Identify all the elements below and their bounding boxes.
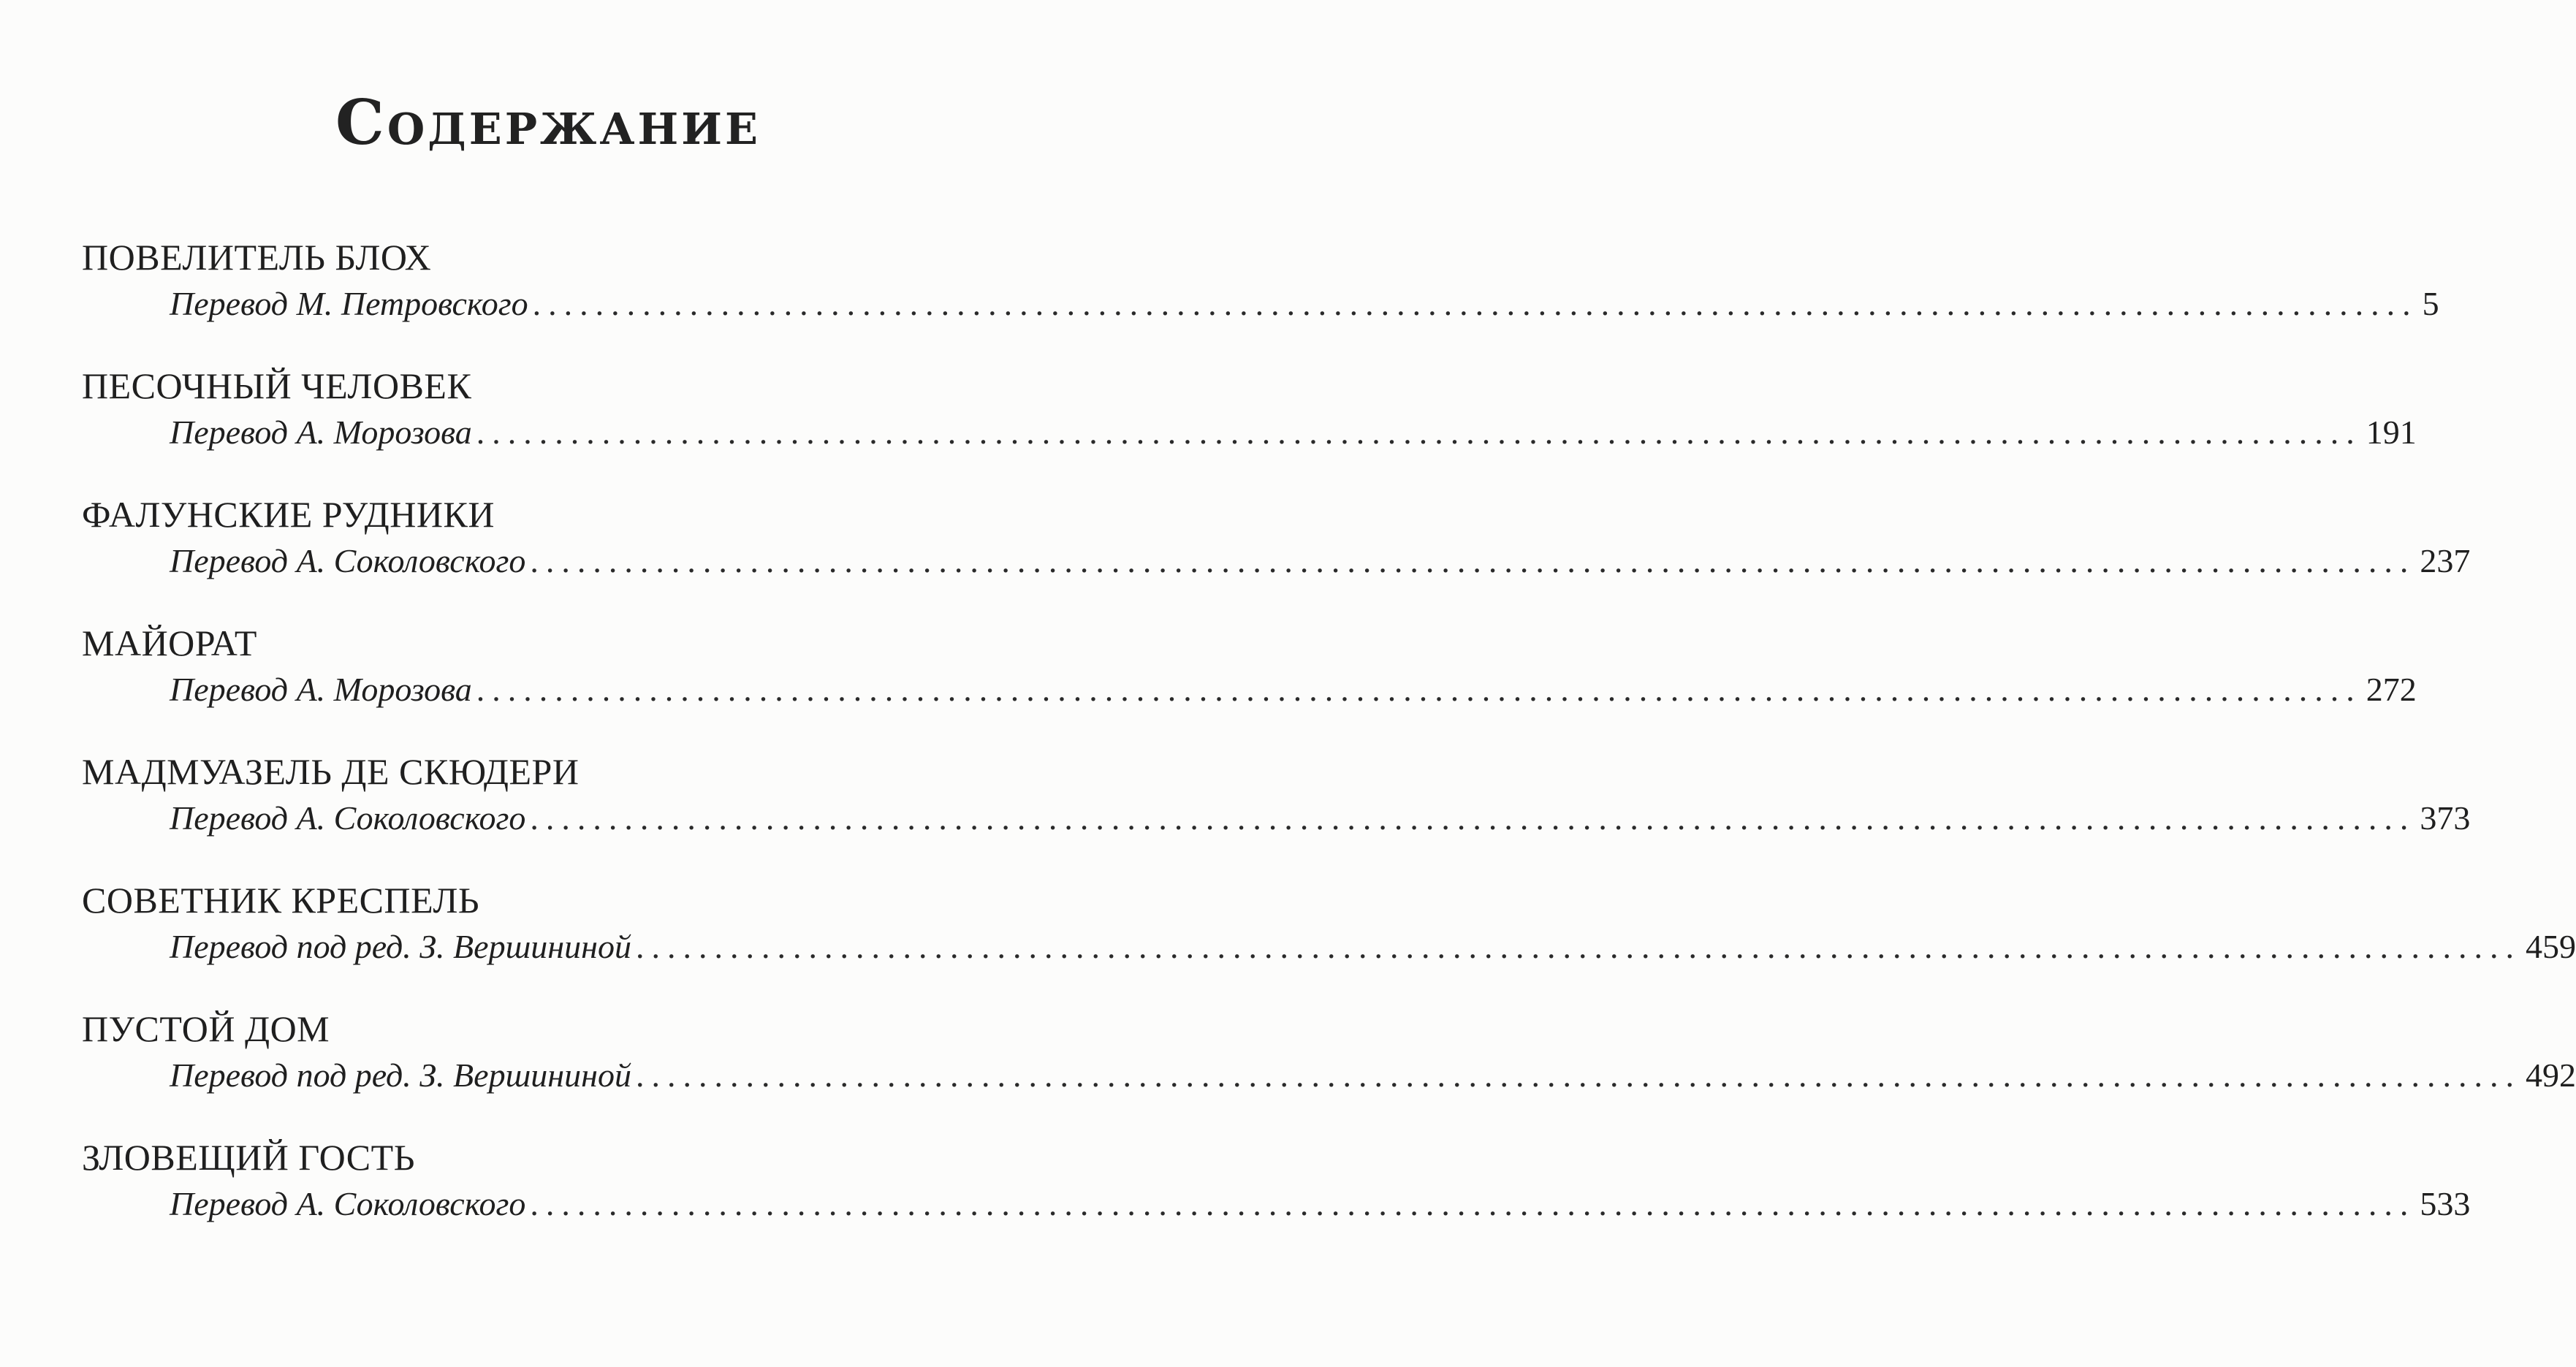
entry-page-number: 373	[2420, 799, 2471, 837]
dot-leader: ........................................................................................................................	[530, 799, 2416, 837]
entry-line	[170, 796, 2471, 840]
entry-page-number: 533	[2420, 1185, 2471, 1222]
toc-entry	[82, 750, 2471, 878]
entry-title: ПЕСОЧНЫЙ ЧЕЛОВЕК	[82, 365, 472, 406]
toc-entry	[82, 878, 2576, 1007]
entry-line	[170, 925, 2576, 969]
entry-line	[170, 282, 2439, 326]
entry-title: СОВЕТНИК КРЕСПЕЛЬ	[82, 880, 480, 921]
dot-leader: ........................................................................................................................	[635, 1056, 2521, 1094]
entry-translator: Перевод М. Петровского	[170, 285, 528, 322]
entry-translator: Перевод А. Морозова	[170, 414, 472, 451]
entry-translator: Перевод А. Соколовского	[170, 542, 526, 579]
entry-page-number: 237	[2420, 542, 2471, 579]
toc-entry	[82, 1135, 2471, 1264]
entry-title: ПОВЕЛИТЕЛЬ БЛОХ	[82, 237, 432, 278]
table-of-contents	[82, 235, 2576, 1264]
entry-translator: Перевод А. Соколовского	[170, 799, 526, 837]
toc-entry	[82, 235, 2439, 364]
entry-page-number: 272	[2366, 671, 2417, 708]
entry-translator: Перевод А. Морозова	[170, 671, 472, 708]
entry-page-number: 5	[2422, 285, 2439, 322]
dot-leader: ........................................................................................................................	[476, 414, 2362, 451]
entry-title: ЗЛОВЕЩИЙ ГОСТЬ	[82, 1137, 415, 1178]
entry-line	[170, 668, 2417, 712]
entry-page-number: 191	[2366, 414, 2417, 451]
entry-title: МАЙОРАТ	[82, 622, 257, 663]
entry-title: ПУСТОЙ ДОМ	[82, 1008, 330, 1049]
entry-line	[170, 411, 2417, 454]
entry-translator: Перевод под ред. З. Вершининой	[170, 928, 631, 965]
entry-translator: Перевод под ред. З. Вершининой	[170, 1056, 631, 1094]
toc-entry	[82, 364, 2417, 492]
toc-entry	[82, 492, 2471, 621]
entry-title: ФАЛУНСКИЕ РУДНИКИ	[82, 494, 495, 535]
entry-line	[170, 1054, 2576, 1097]
page-title: Содержание	[335, 86, 761, 159]
dot-leader: ........................................................................................................................	[476, 671, 2362, 708]
entry-translator: Перевод А. Соколовского	[170, 1185, 526, 1222]
toc-entry	[82, 1007, 2576, 1135]
entry-page-number: 492	[2525, 1056, 2576, 1094]
dot-leader: ........................................................................................................................	[532, 285, 2418, 322]
entry-line	[170, 539, 2471, 583]
dot-leader: ........................................................................................................................	[530, 1185, 2416, 1222]
dot-leader: ........................................................................................................................	[635, 928, 2521, 965]
toc-entry	[82, 621, 2417, 750]
entry-line	[170, 1182, 2471, 1226]
entry-page-number: 459	[2525, 928, 2576, 965]
entry-title: МАДМУАЗЕЛЬ ДЕ СКЮДЕРИ	[82, 751, 580, 792]
dot-leader: ........................................................................................................................	[530, 542, 2416, 579]
